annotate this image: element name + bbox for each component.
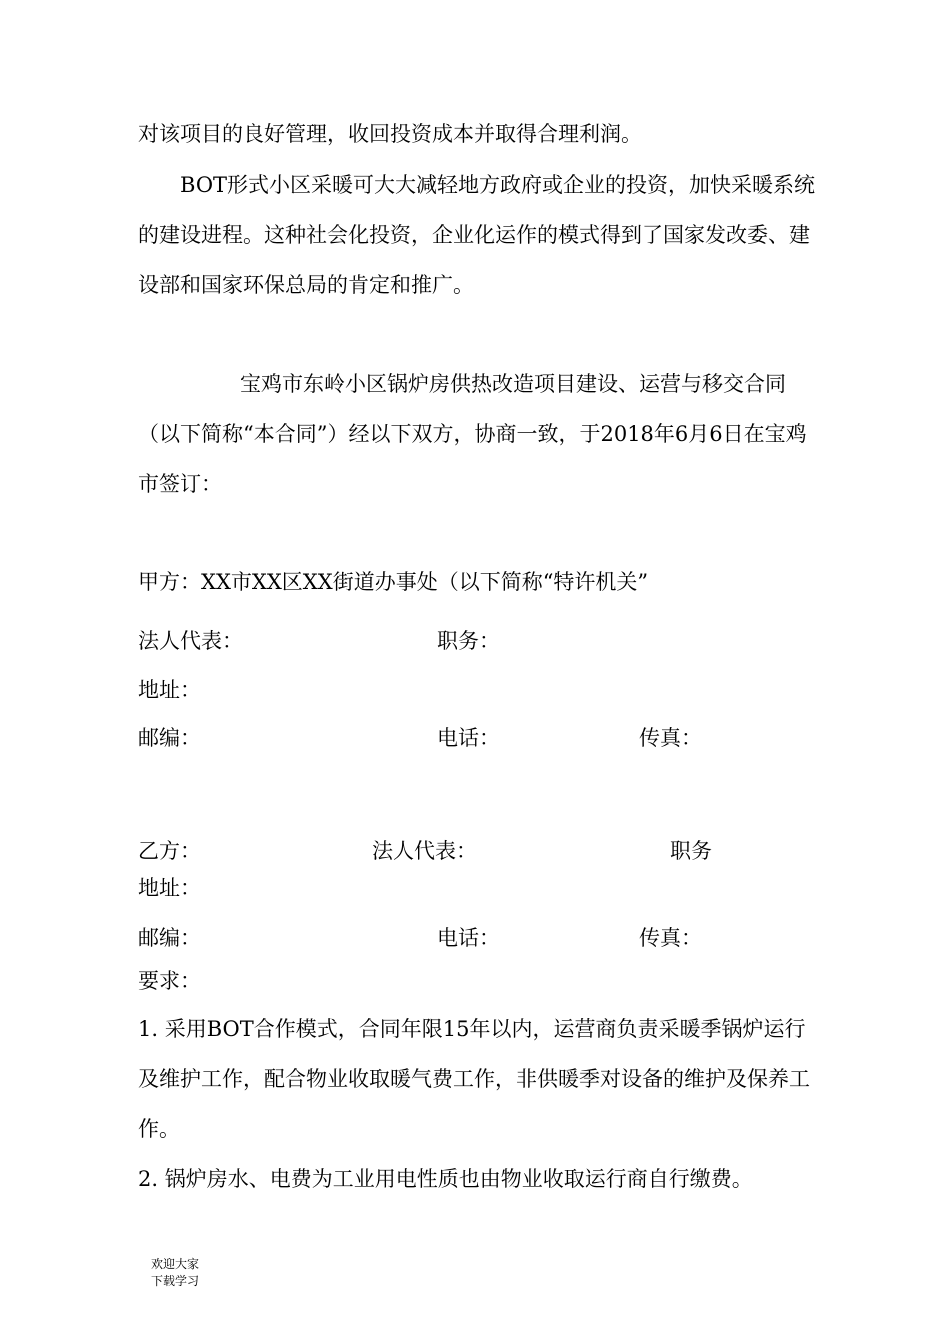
party-a-fax-label: 传真： bbox=[639, 726, 702, 750]
party-b-header: 乙方： bbox=[138, 839, 201, 863]
requirements-title: 要求： bbox=[138, 969, 201, 993]
party-b-position-label: 职务 bbox=[670, 839, 712, 863]
party-a-position-label: 职务： bbox=[437, 629, 500, 653]
party-b-fax-label: 传真： bbox=[639, 926, 702, 950]
party-a-postcode-label: 邮编： bbox=[138, 726, 201, 750]
paragraph-bot-benefits: BOT形式小区采暖可大大减轻地方政府或企业的投资，加快采暖系统的建设进程。这种社会化投资，企业化运作的模式得到了国家发改委、建设部和国家环保总局的肯定和推广。 bbox=[138, 173, 816, 297]
paragraph-intro-end: 对该项目的良好管理，收回投资成本并取得合理利润。 bbox=[138, 122, 642, 146]
party-b-address-label: 地址： bbox=[138, 876, 201, 900]
party-a-legal-rep-label: 法人代表： bbox=[138, 629, 243, 653]
party-a-phone-label: 电话： bbox=[437, 726, 500, 750]
requirement-item-1: 1. 采用BOT合作模式，合同年限15年以内，运营商负责采暖季锅炉运行及维护工作，配合物业收取暖气费工作，非供暖季对设备的维护及保养工作。 bbox=[138, 1017, 810, 1141]
party-b-legal-rep-label: 法人代表： bbox=[372, 839, 477, 863]
paragraph-contract-intro: 宝鸡市东岭小区锅炉房供热改造项目建设、运营与移交合同（以下简称“本合同”）经以下双方，协商一致，于2018年6月6日在宝鸡市签订： bbox=[138, 372, 807, 496]
footer-note: 欢迎大家下载学习 bbox=[151, 1257, 200, 1288]
party-a-address-label: 地址： bbox=[138, 678, 201, 702]
party-a-header: 甲方：XX市XX区XX街道办事处（以下简称“特许机关” bbox=[138, 570, 649, 594]
party-b-postcode-label: 邮编： bbox=[138, 926, 201, 950]
party-b-phone-label: 电话： bbox=[437, 926, 500, 950]
requirement-item-2: 2. 锅炉房水、电费为工业用电性质也由物业收取运行商自行缴费。 bbox=[138, 1167, 753, 1191]
